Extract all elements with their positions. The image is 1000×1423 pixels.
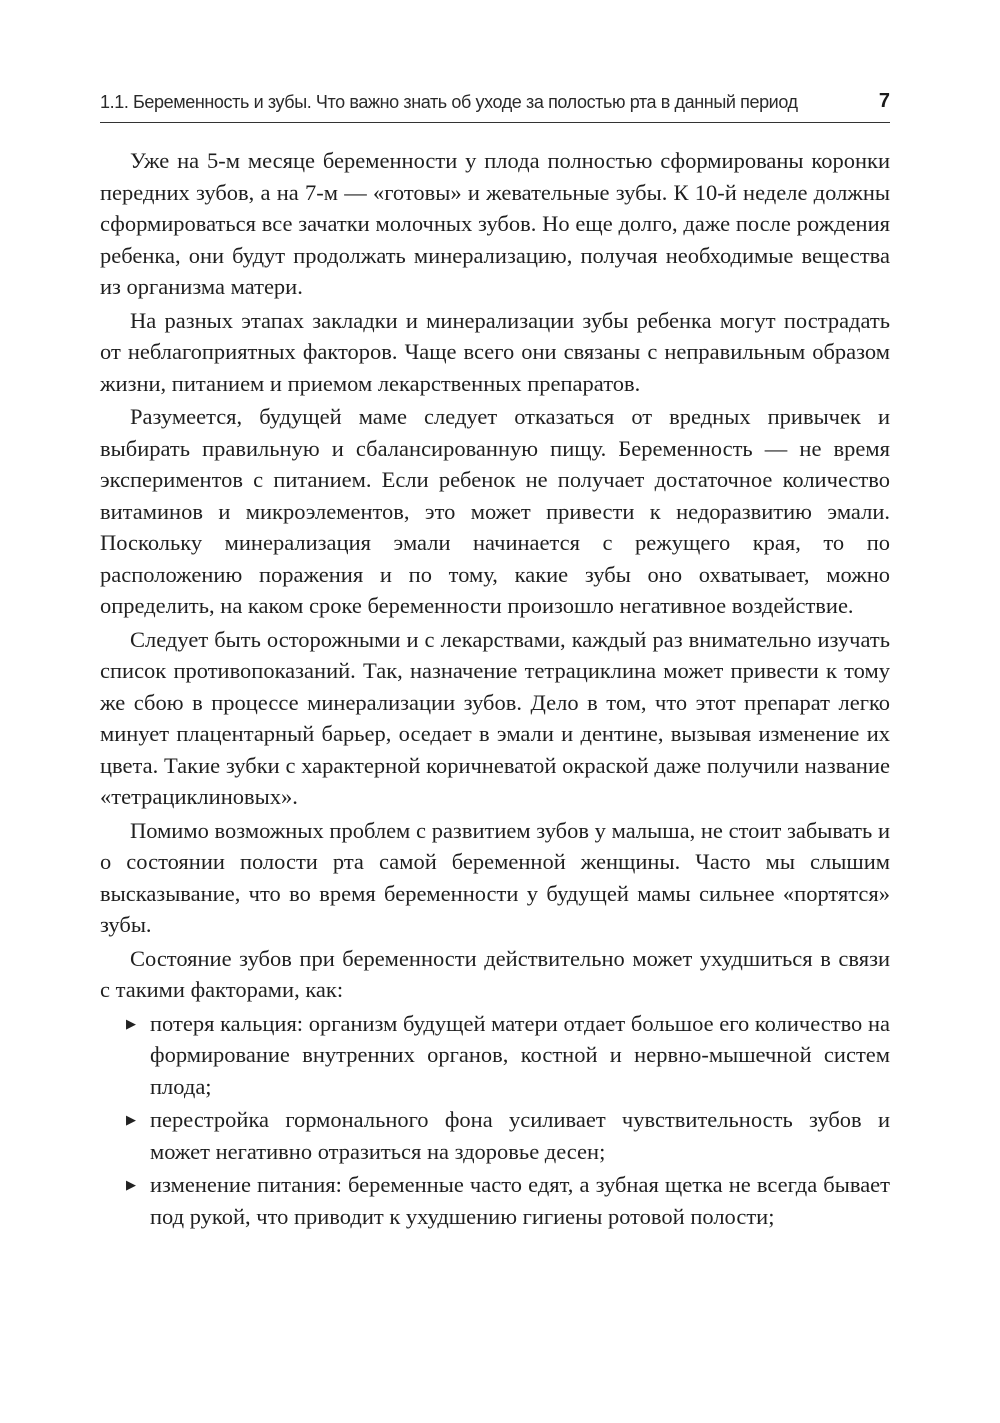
paragraph: Следует быть осторожными и с лекарствами, каждый раз внимательно изучать список противопоказаний. Так, назначение тетрациклина может привести к тому же сбою в процессе минерализации зубов. Дело в том, что этот препарат легко минует плацентарный барьер, оседает в эмали и дентине, вызывая изменение их цвета. Такие зубки с характерной коричневатой окраской даже получили название «тетрациклиновых». xyxy=(100,626,890,809)
bullet-item xyxy=(126,1169,890,1232)
book-page xyxy=(100,90,890,1234)
bullet-text: перестройка гормонального фона усиливает чувствительность зубов и может негативно отразиться на здоровье десен; xyxy=(150,1107,890,1164)
bullet-item xyxy=(126,1008,890,1103)
paragraph: На разных этапах закладки и минерализации зубы ребенка могут пострадать от неблагоприятных факторов. Чаще всего они связаны с неправильным образом жизни, питанием и приемом лекарственных препаратов. xyxy=(100,307,890,396)
paragraph: Уже на 5-м месяце беременности у плода полностью сформированы коронки передних зубов, а на 7-м — «готовы» и жевательные зубы. К 10-й неделе должны сформироваться все зачатки молочных зубов. Но еще долго, даже после рождения ребенка, они будут продолжать минерализацию, получая необходимые вещества из организма матери. xyxy=(100,148,890,299)
running-title: 1.1. Беременность и зубы. Что важно знать об уходе за полостью рта в данный период xyxy=(100,92,798,112)
bullet-list xyxy=(100,1008,890,1233)
bullet-text: потеря кальция: организм будущей матери отдает большое его количество на формирование внутренних органов, костной и нервно-мышечной систем плода; xyxy=(150,1010,890,1099)
body-text xyxy=(100,145,890,1232)
paragraph: Разумеется, будущей маме следует отказаться от вредных привычек и выбирать правильную и сбалансированную пищу. Беременность — не время экспериментов с питанием. Если ребенок не получает достаточное количество витаминов и микроэлементов, это может привести к недоразвитию эмали. Поскольку минерализация эмали начинается с режущего края, то по расположению поражения и по тому, какие зубы оно охватывает, можно определить, на каком сроке беременности произошло негативное воздействие. xyxy=(100,404,890,618)
running-header xyxy=(100,90,890,123)
bullet-item xyxy=(126,1104,890,1167)
triangle-bullet-icon: ▶ xyxy=(126,1015,136,1031)
paragraph: Состояние зубов при беременности действительно может ухудшиться в связи с такими факторами, как: xyxy=(100,945,890,1002)
bullet-text: изменение питания: беременные часто едят, а зубная щетка не всегда бывает под рукой, что приводит к ухудшению гигиены ротовой полости; xyxy=(150,1172,890,1229)
page-number: 7 xyxy=(878,90,890,112)
paragraph: Помимо возможных проблем с развитием зубов у малыша, не стоит забывать и о состоянии полости рта самой беременной женщины. Часто мы слышим высказывание, что во время беременности у будущей мамы сильнее «портятся» зубы. xyxy=(100,817,890,937)
triangle-bullet-icon: ▶ xyxy=(126,1177,136,1192)
triangle-bullet-icon: ▶ xyxy=(126,1112,136,1127)
